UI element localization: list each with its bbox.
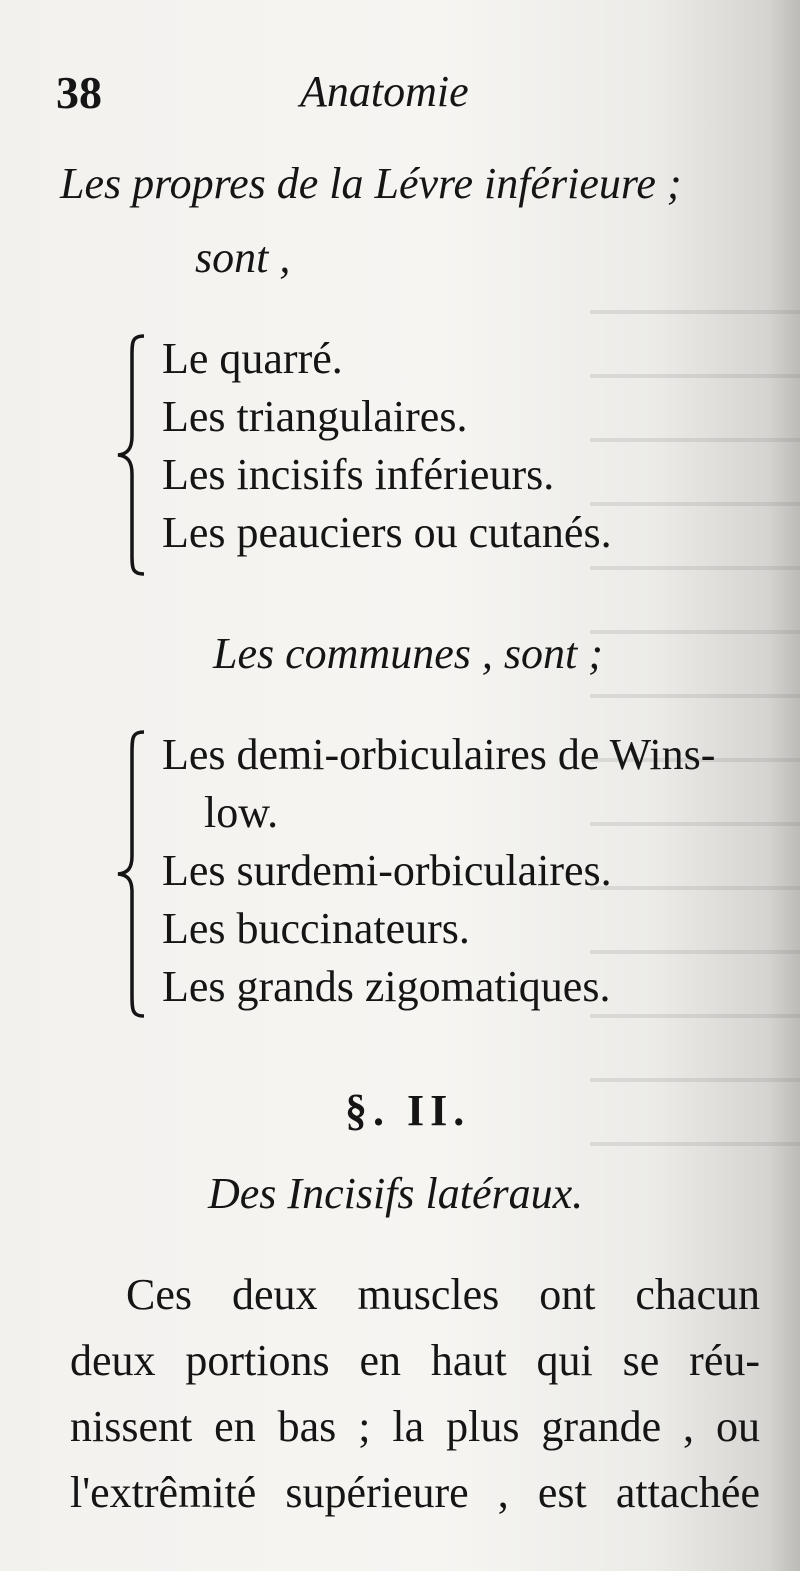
- lower-lip-intro-line2: sont ,: [195, 233, 291, 282]
- list-item: Les incisifs inférieurs.: [162, 450, 555, 499]
- list-item: Les triangulaires.: [162, 392, 468, 441]
- list-item: Les peauciers ou cutanés.: [162, 508, 612, 557]
- section-number: §. II.: [345, 1086, 471, 1135]
- text-line: deux portions en haut qui se réu-: [70, 1336, 760, 1385]
- page-number: 38: [56, 67, 102, 118]
- text-line: nissent en bas ; la plus grande , ou: [70, 1402, 760, 1451]
- common-muscles-intro: Les communes , sont ;: [213, 629, 603, 678]
- text-line: l'extrêmité supérieure , est attachée: [70, 1468, 760, 1517]
- running-head: Anatomie: [300, 67, 469, 116]
- body-paragraph: [70, 1262, 760, 1526]
- list-item: Le quarré.: [162, 334, 343, 383]
- text-line: Ces deux muscles ont chacun: [126, 1270, 760, 1319]
- left-brace-icon: [110, 728, 150, 1020]
- section-title: Des Incisifs latéraux.: [208, 1169, 584, 1218]
- lower-lip-muscle-list: [162, 330, 612, 562]
- list-item: Les grands zigomatiques.: [162, 962, 611, 1011]
- list-item: Les demi-orbiculaires de Wins-: [162, 730, 716, 779]
- list-item: Les surdemi-orbiculaires.: [162, 846, 612, 895]
- left-brace-icon: [110, 332, 150, 578]
- common-muscle-list: [162, 726, 715, 1016]
- list-item: low.: [204, 788, 279, 837]
- lower-lip-intro-line1: Les propres de la Lévre inférieure ;: [60, 159, 682, 208]
- list-item: Les buccinateurs.: [162, 904, 470, 953]
